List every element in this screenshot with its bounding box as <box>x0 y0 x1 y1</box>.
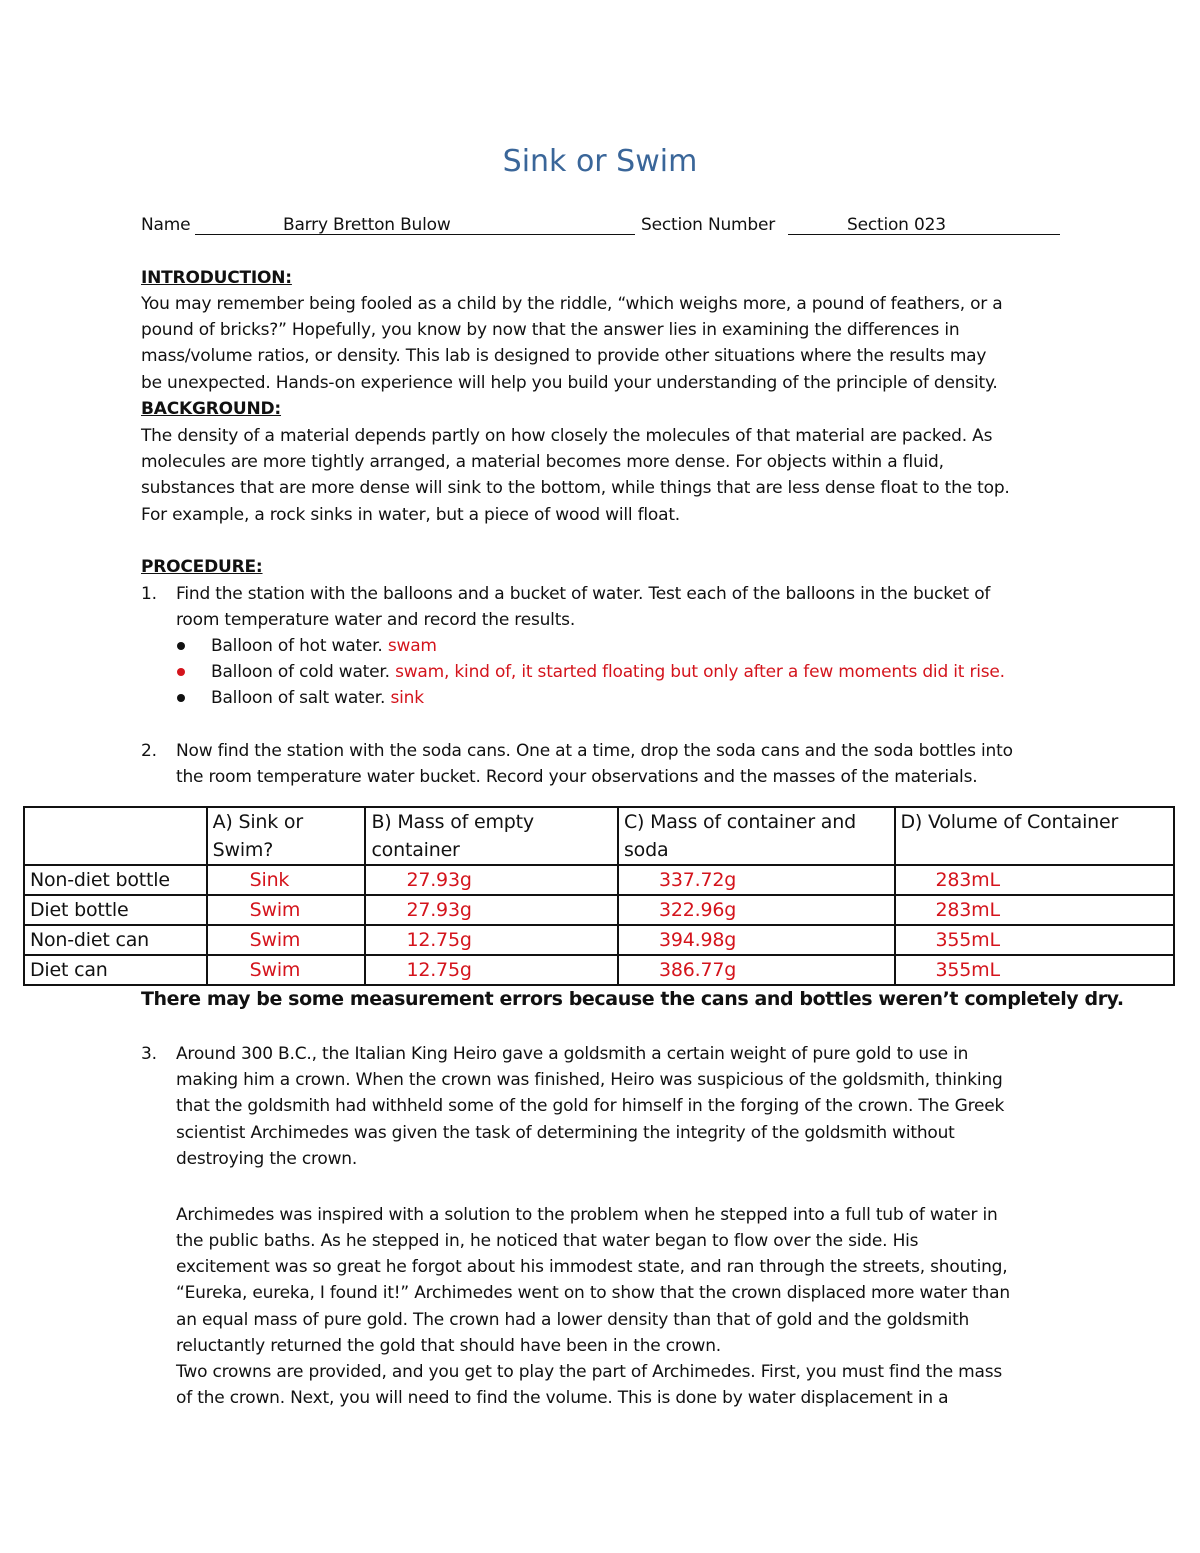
step3-line: an equal mass of pure gold. The crown had a lower density than that of gold and the goldsmith <box>176 1310 970 1330</box>
table-cell: 386.77g <box>618 955 895 985</box>
step-number: 3. <box>141 1044 157 1064</box>
table-cell: 322.96g <box>618 895 895 925</box>
table-header-cell: A) Sink or Swim? <box>207 807 366 865</box>
name-label: Name <box>141 215 191 235</box>
row-label: Non-diet can <box>24 925 207 955</box>
step3-line: of the crown. Next, you will need to find the volume. This is done by water displacement in a <box>176 1388 949 1408</box>
bullet-icon <box>177 668 185 676</box>
table-cell: 283mL <box>895 865 1175 895</box>
background-line: For example, a rock sinks in water, but a piece of wood will float. <box>141 505 680 525</box>
row-label: Diet bottle <box>24 895 207 925</box>
table-cell: 12.75g <box>365 955 618 985</box>
background-line: substances that are more dense will sink to the bottom, while things that are less dense float to the top. <box>141 478 1010 498</box>
name-field[interactable] <box>195 215 635 235</box>
balloon-answer: swam <box>387 636 437 656</box>
table-header-cell: B) Mass of empty container <box>365 807 618 865</box>
soda-data-table <box>23 806 1175 986</box>
introduction-heading: INTRODUCTION: <box>141 268 292 288</box>
balloon-label: Balloon of hot water. <box>211 636 383 656</box>
table-cell: 27.93g <box>365 865 618 895</box>
document-title: Sink or Swim <box>502 144 698 179</box>
intro-line: You may remember being fooled as a child by the riddle, “which weighs more, a pound of feathers, or a <box>141 294 1003 314</box>
step3-line: that the goldsmith had withheld some of the gold for himself in the forging of the crown. The Greek <box>176 1096 1005 1116</box>
step3-line: Two crowns are provided, and you get to play the part of Archimedes. First, you must find the mass <box>176 1362 1003 1382</box>
step3-line: Archimedes was inspired with a solution to the problem when he stepped into a full tub of water in <box>176 1205 998 1225</box>
balloon-label: Balloon of salt water. <box>211 688 386 708</box>
row-label: Diet can <box>24 955 207 985</box>
balloon-item <box>211 636 437 656</box>
table-header-cell: D) Volume of Container <box>895 807 1175 865</box>
step3-line: making him a crown. When the crown was finished, Heiro was suspicious of the goldsmith, thinking <box>176 1070 1003 1090</box>
step1-line: room temperature water and record the results. <box>176 610 576 630</box>
step3-line: reluctantly returned the gold that should have been in the crown. <box>176 1336 721 1356</box>
name-value: Barry Bretton Bulow <box>283 215 451 235</box>
intro-line: be unexpected. Hands-on experience will help you build your understanding of the principle of density. <box>141 373 998 393</box>
background-heading: BACKGROUND: <box>141 399 282 419</box>
bullet-icon <box>177 642 185 650</box>
balloon-answer: swam, kind of, it started floating but only after a few moments did it rise. <box>395 662 1005 682</box>
procedure-heading: PROCEDURE: <box>141 557 263 577</box>
background-line: The density of a material depends partly on how closely the molecules of that material are packed. As <box>141 426 993 446</box>
table-row <box>24 895 1174 925</box>
step2-line: Now find the station with the soda cans. One at a time, drop the soda cans and the soda bottles into <box>176 741 1013 761</box>
table-note: There may be some measurement errors because the cans and bottles weren’t completely dry. <box>141 988 1124 1010</box>
step3-line: scientist Archimedes was given the task of determining the integrity of the goldsmith without <box>176 1123 955 1143</box>
row-label: Non-diet bottle <box>24 865 207 895</box>
step-number: 1. <box>141 584 157 604</box>
balloon-item <box>211 662 1005 682</box>
table-cell: Sink <box>207 865 366 895</box>
step1-line: Find the station with the balloons and a bucket of water. Test each of the balloons in the bucket of <box>176 584 991 604</box>
balloon-answer: sink <box>390 688 424 708</box>
table-header-row <box>24 807 1174 865</box>
table-row <box>24 925 1174 955</box>
step3-line: destroying the crown. <box>176 1149 358 1169</box>
balloon-label: Balloon of cold water. <box>211 662 390 682</box>
table-cell: 27.93g <box>365 895 618 925</box>
table-header-cell <box>24 807 207 865</box>
table-header-cell: C) Mass of container and soda <box>618 807 895 865</box>
bullet-icon <box>177 694 185 702</box>
table-cell: Swim <box>207 955 366 985</box>
balloon-item <box>211 688 424 708</box>
table-cell: 394.98g <box>618 925 895 955</box>
table-cell: 337.72g <box>618 865 895 895</box>
table-cell: 12.75g <box>365 925 618 955</box>
intro-line: mass/volume ratios, or density. This lab is designed to provide other situations where the results may <box>141 346 987 366</box>
step3-line: excitement was so great he forgot about his immodest state, and ran through the streets, shouting, <box>176 1257 1008 1277</box>
table-cell: 355mL <box>895 955 1175 985</box>
step-number: 2. <box>141 741 157 761</box>
table-cell: Swim <box>207 895 366 925</box>
step3-line: Around 300 B.C., the Italian King Heiro gave a goldsmith a certain weight of pure gold to use in <box>176 1044 969 1064</box>
table-cell: 283mL <box>895 895 1175 925</box>
step2-line: the room temperature water bucket. Record your observations and the masses of the materials. <box>176 767 978 787</box>
step3-line: the public baths. As he stepped in, he noticed that water began to flow over the side. His <box>176 1231 919 1251</box>
table-cell: Swim <box>207 925 366 955</box>
step3-line: “Eureka, eureka, I found it!” Archimedes went on to show that the crown displaced more water than <box>176 1283 1010 1303</box>
section-value: Section 023 <box>847 215 946 235</box>
section-field[interactable] <box>788 215 1060 235</box>
background-line: molecules are more tightly arranged, a material becomes more dense. For objects within a fluid, <box>141 452 944 472</box>
table-row <box>24 955 1174 985</box>
intro-line: pound of bricks?” Hopefully, you know by now that the answer lies in examining the differences in <box>141 320 960 340</box>
table-cell: 355mL <box>895 925 1175 955</box>
table-row <box>24 865 1174 895</box>
section-label: Section Number <box>641 215 776 235</box>
